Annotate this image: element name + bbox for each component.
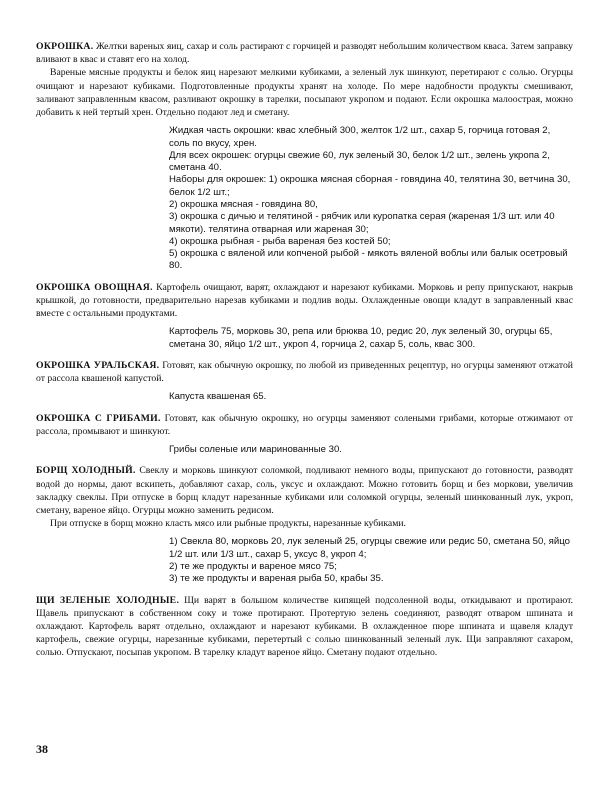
gribami-heading: ОКРОШКА С ГРИБАМИ. xyxy=(36,412,161,424)
shchi-heading: ЩИ ЗЕЛЕНЫЕ ХОЛОДНЫЕ. xyxy=(36,594,180,606)
recipe-line: 2) те же продукты и вареное мясо 75; xyxy=(169,561,337,572)
recipe-line: Наборы для окрошек: 1) окрошка мясная сборная - говядина 40, телятина 30, ветчина 30, белок 1/2 шт.; xyxy=(169,174,571,198)
okroshka-heading: ОКРОШКА. xyxy=(36,41,94,52)
recipe-line: Грибы соленые или маринованные 30. xyxy=(169,444,342,456)
uralskaya-text-1: Готовят, как обычную окрошку, по любой из приведенных рецептур, но огурцы заменяют отжатой от рассола квашеной капустой. xyxy=(36,359,573,385)
okroshka-recipe xyxy=(169,125,573,273)
borshch-intro xyxy=(36,464,573,517)
recipe-line: 2) окрошка мясная - говядина 80, xyxy=(169,199,318,210)
recipe-line: Для всех окрошек: огурцы свежие 60, лук зеленый 30, белок 1/2 шт., зелень укропа 2, сметана 40. xyxy=(169,149,550,174)
okroshka-text-1: Желтки вареных яиц, сахар и соль растирают с горчицей и разводят небольшим количеством кваса. Затем заправку вливают в квас и ставят его на холод. xyxy=(36,41,573,66)
section-okroshka xyxy=(36,40,573,273)
recipe-line: 4) окрошка рыбная - рыба вареная без костей 50; xyxy=(169,235,391,247)
borshch-heading: БОРЩ ХОЛОДНЫЙ. xyxy=(36,465,136,477)
page-number: 38 xyxy=(36,742,48,756)
section-shchi xyxy=(36,594,573,660)
uralskaya-recipe xyxy=(169,391,573,403)
recipe-line: 5) окрошка с вяленой или копченой рыбой - мякоть вяленой воблы или балык осетровый 80. xyxy=(169,248,568,272)
borshch-recipe xyxy=(169,536,573,585)
ovoshchnaya-heading: ОКРОШКА ОВОЩНАЯ. xyxy=(36,281,153,293)
ovoshchnaya-recipe xyxy=(169,326,573,351)
section-uralskaya xyxy=(36,359,573,404)
recipe-line: 1) Свекла 80, морковь 20, лук зеленый 25, огурцы свежие или редис 50, сметана 50, яйцо 1/2 шт. или 1/3 шт., сахар 5, уксус 8, укроп 4; xyxy=(169,536,570,560)
recipe-line: Капуста квашеная 65. xyxy=(169,391,267,403)
gribami-text-1: Готовят, как обычную окрошку, но огурцы заменяют солеными грибами, которые отжимают от рассола, промывают и шинкуют. xyxy=(36,412,574,437)
uralskaya-heading: ОКРОШКА УРАЛЬСКАЯ. xyxy=(36,359,160,371)
recipe-line: Жидкая часть окрошки: квас хлебный 300, желток 1/2 шт., сахар 5, горчица готовая 2, соль по вкусу, хрен. xyxy=(169,125,551,149)
section-gribami xyxy=(36,412,573,457)
okroshka-text-2: Вареные мясные продукты и белок яиц нарезают мелкими кубиками, а зеленый лук шинкуют, перетирают с солью. Огурцы очищают и нарезают кубиками. Подготовленные продукты хранят на холоде. По мере надобности продукты смешивают, заливают заправленным квасом, разливают окрошку в тарелки, посыпают укропом и подают. Если окрошка малоострая, можно добавить к ней тертый хрен. Отдельно подают лед и сметану. xyxy=(36,67,573,119)
ovoshchnaya-intro xyxy=(36,281,573,321)
gribami-recipe xyxy=(169,444,573,456)
recipe-line: Картофель 75, морковь 30, репа или брюква 10, редис 20, лук зеленый 30, огурцы 65, сметана 30, яйцо 1/2 шт., укроп 4, горчица 2, сахар 5, соль, квас 300. xyxy=(169,326,553,350)
borshch-text-2: При отпуске в борщ можно класть мясо или рыбные продукты, нарезанные кубиками. xyxy=(50,518,406,530)
okroshka-intro xyxy=(36,40,573,66)
ovoshchnaya-text-1: Картофель очищают, варят, охлаждают и нарезают кубиками. Морковь и репу припускают, накрыв крышкой, до готовности, предварительно нарезав кубиками и подлив воды. Охлажденные овощи кладут в заправленный квас вместе с остальными продуктами. xyxy=(36,281,573,320)
shchi-text-1: Щи варят в большом количестве кипящей подсоленной воды, откидывают и протирают. Щавель припускают в собственном соку и тоже протирают. Протертую зелень соединяют, разводят отваром шпината и охлаждают. Картофель варят отдельно, охлаждают и нарезают кубиками. В охлажденное пюре шпината и щавеля кладут картофель, свежие огурцы, нарезанные кубиками, перетертый с солью шинкованный зеленый лук. Щи заправляют сахаром, солью. Отпускают, посыпав укропом. В тарелку кладут вареное яйцо. Сметану подают отдельно. xyxy=(36,594,573,659)
gribami-intro xyxy=(36,412,573,438)
uralskaya-intro xyxy=(36,359,573,385)
recipe-line: 3) окрошка с дичью и телятиной - рябчик или куропатка серая (жареная 1/3 шт. или 40 мякоти). телятина отварная или жареная 30; xyxy=(169,211,555,235)
section-ovoshchnaya xyxy=(36,281,573,351)
shchi-intro xyxy=(36,594,573,660)
borshch-text-1: Свеклу и морковь шинкуют соломкой, подливают немного воды, припускают до готовности, разводят водой до нормы, дают вскипеть, добавляют сахар, соль, уксус и охлаждают. Можно готовить борщ и без моркови, увеличив закладку свеклы. При отпуске в борщ кладут нарезанные кубиками или соломкой огурцы, зеленый шинкованный лук, укроп, сметану, вареное яйцо. Огурцы можно заменить редисом. xyxy=(36,465,573,516)
recipe-line: 3) те же продукты и вареная рыба 50, крабы 35. xyxy=(169,573,384,585)
section-borshch xyxy=(36,464,573,585)
